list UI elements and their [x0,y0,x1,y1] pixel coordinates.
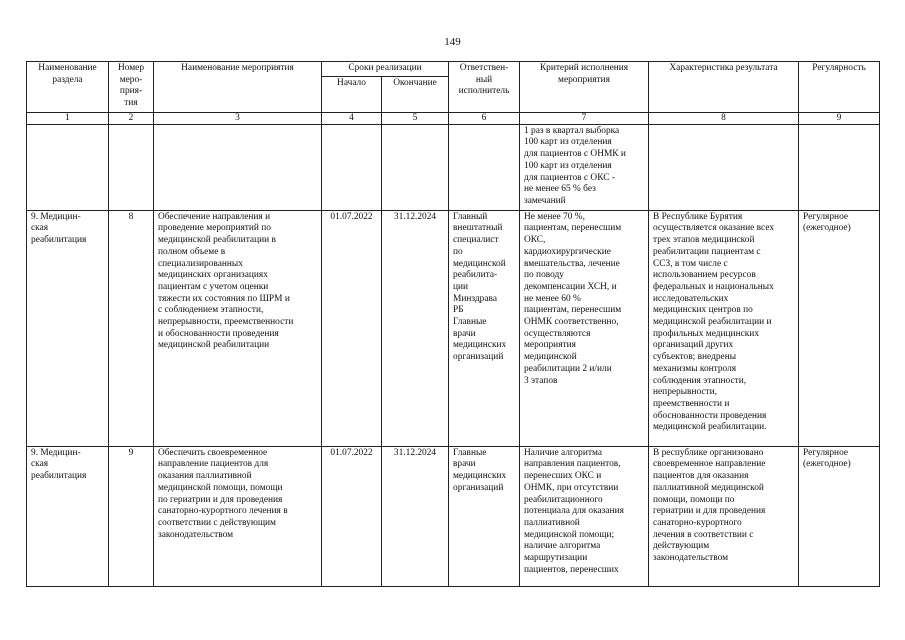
empty-cell [449,124,520,210]
page-number: 149 [444,36,461,48]
number-cell: 9 [109,446,154,586]
column-number: 9 [799,112,880,124]
criterion-cell: 1 раз в квартал выборка 100 карт из отделения для пациентов с ОНМК и 100 карт из отделения для пациентов с ОКС - не менее 65 % без замечаний [520,124,649,210]
header-section: Наименование раздела [27,62,109,113]
start-date-cell: 01.07.2022 [322,446,382,586]
header-number: Номер меро- прия- тия [109,62,154,113]
header-executor: Ответствен- ный исполнитель [449,62,520,113]
activity-cell: Обеспечение направления и проведение мероприятий по медицинской реабилитации в полном объеме в специализированных медицинских организациях пациентам с учетом оценки тяжести их состояния по ШРМ и с соблюдением этапности, непрерывности, преемственности и обоснованности проведения медицинской реабилитации [154,210,322,446]
column-number: 4 [322,112,382,124]
column-number: 7 [520,112,649,124]
table-row-continuation [27,124,880,210]
header-end: Окончание [382,76,449,112]
column-number-row [27,112,880,124]
empty-cell [109,124,154,210]
result-cell: В республике организовано своевременное направление пациентов для оказания паллиативной медицинской помощи, помощи по гериатрии и для проведения санаторно-курортного лечения в соответствии с действующим законодательством [649,446,799,586]
regularity-cell: Регулярное (ежегодное) [799,210,880,446]
header-criterion: Критерий исполнения мероприятия [520,62,649,113]
header-start: Начало [322,76,382,112]
empty-cell [649,124,799,210]
header-result: Характеристика результата [649,62,799,113]
empty-cell [322,124,382,210]
empty-cell [799,124,880,210]
column-number: 8 [649,112,799,124]
header-row [27,62,880,77]
column-number: 3 [154,112,322,124]
column-number: 1 [27,112,109,124]
result-cell: В Республике Бурятия осуществляется оказание всех трех этапов медицинской реабилитации пациентам с ССЗ, в том числе с использованием ресурсов федеральных и национальных исследовательских медицинских центров по медицинской реабилитации и профильных медицинских организаций других субъектов; внедрены механизмы контроля соблюдения этапности, непрерывности, преемственности и обоснованности проведения медицинской реабилитации. [649,210,799,446]
executor-cell: Главный внештатный специалист по медицинской реабилита- ции Минздрава РБ Главные врачи медицинских организаций [449,210,520,446]
regularity-cell: Регулярное (ежегодное) [799,446,880,586]
column-number: 5 [382,112,449,124]
empty-cell [382,124,449,210]
header-activity: Наименование мероприятия [154,62,322,113]
empty-cell [27,124,109,210]
section-cell: 9. Медицин- ская реабилитация [27,210,109,446]
criterion-cell: Не менее 70 %, пациентам, перенесшим ОКС, кардиохирургические вмешательства, лечение по поводу декомпенсации ХСН, и не менее 60 % пациентам, перенесшим ОНМК соответственно, осуществляются мероприятия медицинской реабилитации 2 и/или 3 этапов [520,210,649,446]
column-number: 2 [109,112,154,124]
table-row [27,446,880,586]
criterion-cell: Наличие алгоритма направления пациентов, перенесших ОКС и ОНМК, при отсутствии реабилитационного потенциала для оказания паллиативной медицинской помощи; наличие алгоритма маршрутизации пациентов, перенесших [520,446,649,586]
empty-cell [154,124,322,210]
end-date-cell: 31.12.2024 [382,210,449,446]
header-period: Сроки реализации [322,62,449,77]
section-cell: 9. Медицин- ская реабилитация [27,446,109,586]
activity-cell: Обеспечить своевременное направление пациентов для оказания паллиативной медицинской помощи, помощи по гериатрии и для проведения санаторно-курортного лечения в соответствии с действующим законодательством [154,446,322,586]
column-number: 6 [449,112,520,124]
table-row [27,210,880,446]
activities-table [26,61,880,587]
executor-cell: Главные врачи медицинских организаций [449,446,520,586]
end-date-cell: 31.12.2024 [382,446,449,586]
header-regularity: Регулярность [799,62,880,113]
start-date-cell: 01.07.2022 [322,210,382,446]
number-cell: 8 [109,210,154,446]
